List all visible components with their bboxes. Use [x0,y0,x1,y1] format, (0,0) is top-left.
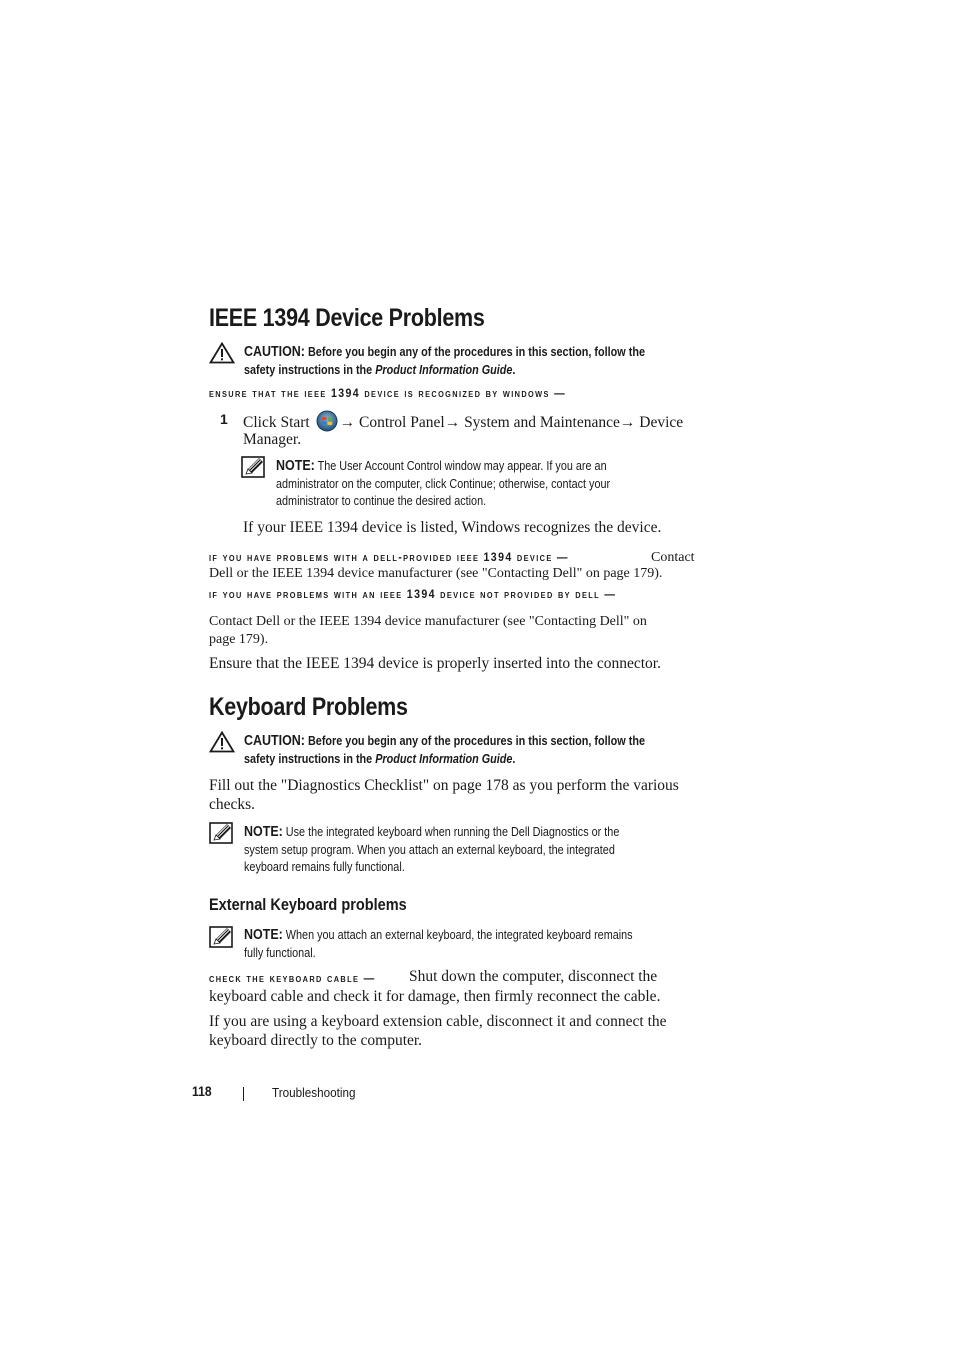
footer-divider [243,1087,244,1101]
caution-icon [209,342,235,364]
arrow-3: → [619,414,640,431]
note-t1: The [314,459,340,473]
caution-block-keyboard [244,733,645,768]
step-number: 1 [220,411,228,427]
windows-start-icon [316,410,338,432]
caution-text: Before you begin any of the procedures in this section, follow the [304,734,645,748]
caution-label: CAUTION: [244,733,305,749]
non-dell-text2: page 179). [209,632,269,647]
section-title-keyboard: Keyboard Problems [209,693,408,721]
note-label: NOTE: [244,927,283,943]
dell-provided-heading: if you have problems with a dell-provided ieee 1394 device — [209,552,569,564]
dell-provided-text1: Contact [651,550,695,565]
caution-text: Before you begin any of the procedures in this section, follow the [304,345,645,359]
caution-end: . [512,362,516,377]
note-line3: keyboard remains fully functional. [244,860,405,874]
non-dell-text1: Contact Dell or the IEEE 1394 device manufacturer (see "Contacting Dell" on [209,614,647,629]
ensure-heading-text: ensure that the ieee 1394 device is recognized by windows — [209,388,567,400]
note-uac [276,458,610,511]
step-1-text-line2 [243,430,301,450]
check-cable-heading: check the keyboard cable — [209,973,376,985]
note-line3: administrator to continue the desired action. [276,494,487,508]
start-label: Start [280,414,310,431]
note-line2a: administrator on the computer, click [276,476,450,491]
section-title-ieee1394: IEEE 1394 Device Problems [209,304,485,332]
step-click: Click [243,414,281,431]
arrow-2: → [444,414,465,431]
note-icon [241,456,267,478]
dell-provided-text2: Dell or the IEEE 1394 device manufacturer (see "Contacting Dell" on page 179). [209,566,663,581]
caution-block [244,344,645,379]
note-line1: Use the integrated keyboard when running the Dell Diagnostics or the [282,825,620,839]
note-t2: window may appear. If you are an [441,459,607,473]
caution-text-line2: safety instructions in the [244,751,376,766]
note-line2b: ; otherwise, contact your [492,476,611,491]
ensure-inserted-text: Ensure that the IEEE 1394 device is properly inserted into the connector. [209,655,661,672]
continue-label: Continue [449,476,493,491]
note-integrated-keyboard [244,824,619,877]
fill-checklist-text2: checks. [209,796,256,813]
note-label: NOTE: [276,458,315,474]
caution-text-line2: safety instructions in the [244,362,376,377]
device-listed-text: If your IEEE 1394 device is listed, Windows recognizes the device. [243,519,662,536]
note-external-keyboard [244,927,633,962]
page-number: 118 [192,1084,212,1099]
control-panel-label: Control Panel [359,414,445,431]
arrow-1: → [339,414,359,431]
product-guide-ref: Product Information Guide [375,362,513,377]
uac-label: User Account Control [339,459,442,473]
note-line2: fully functional. [244,945,316,960]
note-label: NOTE: [244,824,283,840]
note-icon [209,822,235,844]
caution-label: CAUTION: [244,344,305,360]
system-maintenance-label: System and Maintenance [464,414,620,431]
check-cable-text1: Shut down the computer, disconnect the [409,968,658,985]
step-1-text [243,410,723,433]
manager-label: Manager [243,431,298,448]
non-dell-heading: if you have problems with an ieee 1394 device not provided by dell — [209,589,617,601]
note-icon [209,926,235,948]
extension-cable-text1: If you are using a keyboard extension cable, disconnect it and connect the [209,1013,667,1030]
check-cable-text2: keyboard cable and check it for damage, then firmly reconnect the cable. [209,988,661,1005]
note-line1: When you attach an external keyboard, the integrated keyboard remains [282,928,633,942]
ensure-recognized-heading [209,388,566,400]
check-cable-paragraph [209,969,390,987]
step-period: . [297,431,302,448]
caution-icon [209,731,235,753]
note-line2: system setup program. When you attach an external keyboard, the integrated [244,842,615,857]
product-guide-ref: Product Information Guide [375,751,513,766]
subsection-title-external-keyboard: External Keyboard problems [209,896,407,914]
extension-cable-text2: keyboard directly to the computer. [209,1032,423,1049]
device-label: Device [639,414,684,431]
footer-section-name: Troubleshooting [272,1085,356,1100]
fill-checklist-text1: Fill out the "Diagnostics Checklist" on page 178 as you perform the various [209,777,679,794]
caution-end: . [512,751,516,766]
